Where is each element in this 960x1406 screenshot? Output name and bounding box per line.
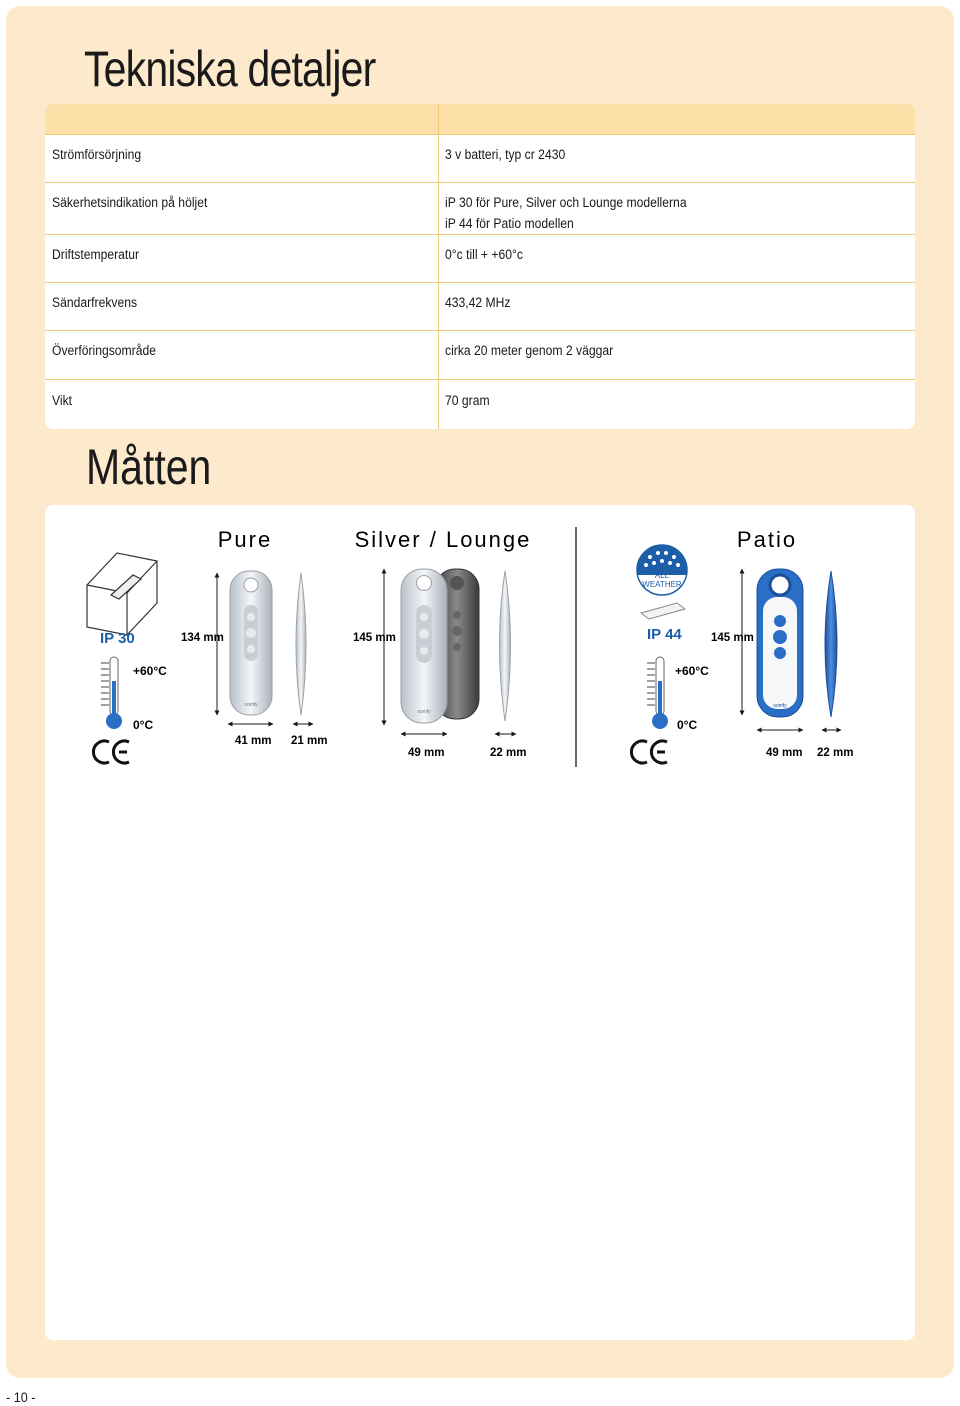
ip30-enclosure-icon xyxy=(87,553,157,635)
spec-row xyxy=(45,134,915,183)
spec-label: Överföringsområde xyxy=(52,343,157,358)
pure-height-label: 134 mm xyxy=(181,632,224,644)
patio-remote-side-image xyxy=(825,571,837,717)
pure-width-label: 41 mm xyxy=(235,735,272,747)
silver-height-label: 145 mm xyxy=(353,632,396,644)
spec-value: cirka 20 meter genom 2 väggar xyxy=(445,343,614,358)
spec-value: iP 30 för Pure, Silver och Lounge modellerna xyxy=(445,195,687,210)
specs-table xyxy=(45,104,915,429)
temp-low-label: 0°C xyxy=(677,718,698,732)
thermometer-icon xyxy=(101,657,122,729)
silver-depth-label: 22 mm xyxy=(490,747,527,759)
patio-width-label: 49 mm xyxy=(766,747,803,759)
temp-high-label: +60°C xyxy=(133,664,167,678)
pure-remote-side-image xyxy=(296,573,306,715)
temp-low-label: 0°C xyxy=(133,718,154,732)
spec-row xyxy=(45,234,915,283)
spec-label: Strömförsörjning xyxy=(52,147,142,162)
ip30-label: IP 30 xyxy=(100,630,135,647)
silver-remote-front-image xyxy=(401,569,447,723)
spec-value: 0°c till + +60°c xyxy=(445,247,523,262)
svg-text:somfy: somfy xyxy=(244,702,258,708)
thermometer-icon xyxy=(647,657,668,729)
pure-remote-front-image xyxy=(230,571,272,715)
pure-depth-label: 21 mm xyxy=(291,735,328,747)
spec-value: 433,42 MHz xyxy=(445,295,511,310)
model-heading-patio: Patio xyxy=(736,527,798,552)
spec-label: Driftstemperatur xyxy=(52,247,140,262)
ce-mark-icon xyxy=(631,741,667,763)
spec-value: 3 v batteri, typ cr 2430 xyxy=(445,147,566,162)
dimensions-illustration xyxy=(45,505,915,805)
spec-row xyxy=(45,282,915,331)
specs-table-header xyxy=(45,104,915,134)
section-title: Måtten xyxy=(86,439,212,495)
silver-remote-side-image xyxy=(500,571,511,721)
svg-text:somfy: somfy xyxy=(773,703,787,709)
patio-depth-label: 22 mm xyxy=(817,747,854,759)
model-heading-silver-lounge: Silver / Lounge xyxy=(354,527,532,552)
spec-value: iP 44 för Patio modellen xyxy=(445,216,574,231)
spec-label: Sändarfrekvens xyxy=(52,295,138,310)
ip44-label: IP 44 xyxy=(647,626,682,643)
spec-row xyxy=(45,182,915,235)
svg-text:somfy: somfy xyxy=(417,709,431,715)
page-title: Tekniska detaljer xyxy=(84,41,376,97)
patio-height-label: 145 mm xyxy=(711,632,754,644)
spec-label: Säkerhetsindikation på höljet xyxy=(52,195,208,210)
page-number: - 10 - xyxy=(6,1389,36,1405)
badge-line-2: WEATHER xyxy=(642,580,682,589)
remote-flat-icon xyxy=(641,603,685,619)
spec-label: Vikt xyxy=(52,393,73,408)
all-weather-badge-icon xyxy=(637,545,687,600)
ce-mark-icon xyxy=(93,741,129,763)
temp-high-label: +60°C xyxy=(675,664,709,678)
spec-row xyxy=(45,379,915,429)
silver-width-label: 49 mm xyxy=(408,747,445,759)
model-heading-pure: Pure xyxy=(217,527,273,552)
patio-remote-front-image xyxy=(757,569,803,717)
dimensions-panel xyxy=(45,505,915,1340)
spec-value: 70 gram xyxy=(445,393,490,408)
badge-line-1: ALL xyxy=(654,571,670,580)
spec-row xyxy=(45,330,915,379)
